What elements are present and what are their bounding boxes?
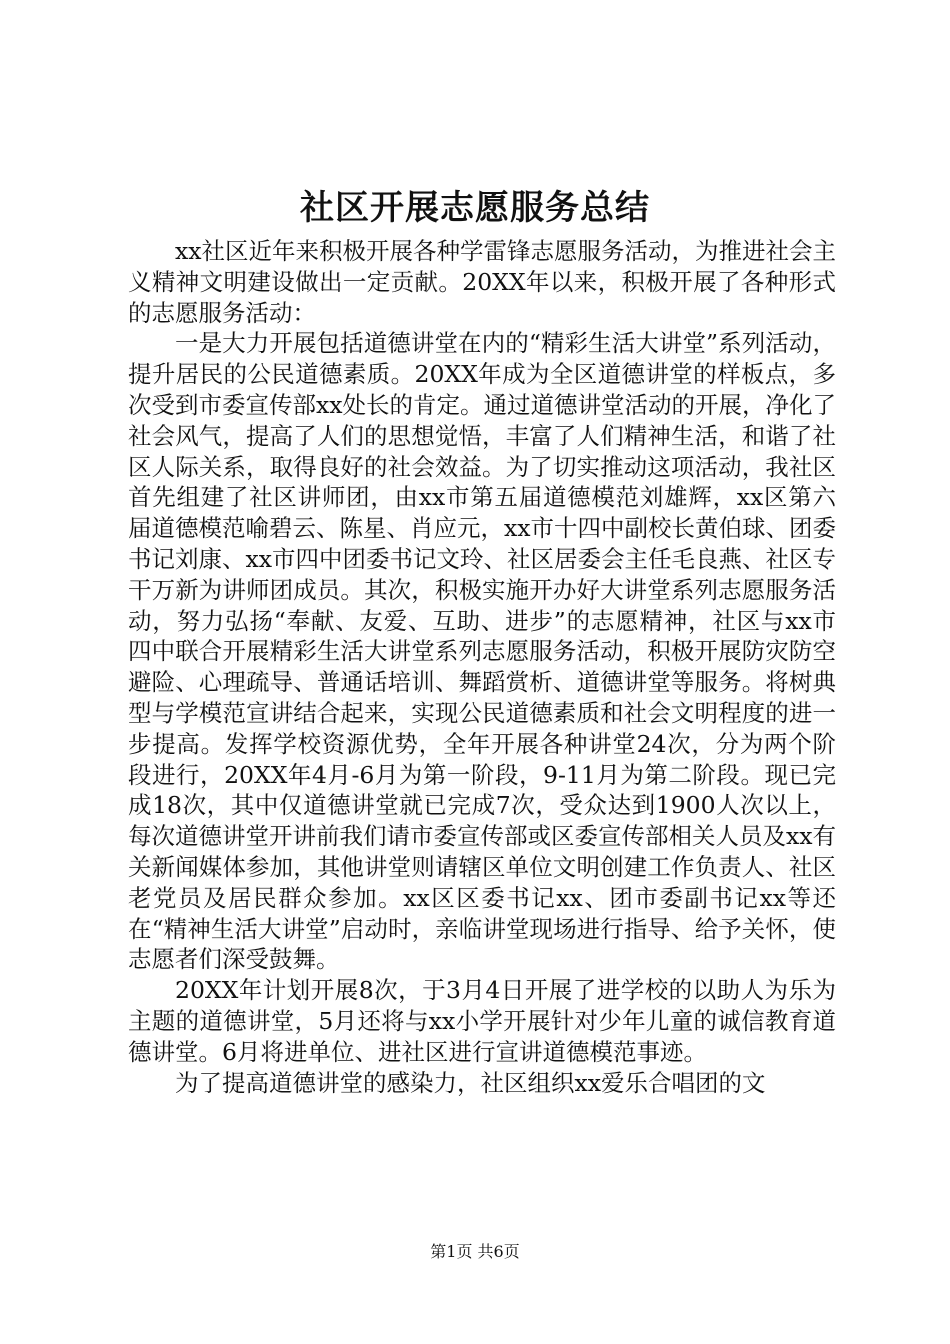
document-body bbox=[128, 236, 836, 1098]
page-number: 第1页 共6页 bbox=[430, 1242, 520, 1261]
document-title: 社区开展志愿服务总结 bbox=[300, 188, 650, 228]
paragraph-intro: xx社区近年来积极开展各种学雷锋志愿服务活动，为推进社会主义精神文明建设做出一定贡献。20XX年以来，积极开展了各种形式的志愿服务活动： bbox=[128, 237, 837, 327]
paragraph-lecture-hall: 一是大力开展包括道德讲堂在内的“精彩生活大讲堂”系列活动，提升居民的公民道德素质。20XX年成为全区道德讲堂的样板点，多次受到市委宣传部xx处长的肯定。通过道德讲堂活动的开展，净化了社会风气，提高了人们的思想觉悟，丰富了人们精神生活，和谐了社区人际关系，取得良好的社会效益。为了切实推动这项活动，我社区首先组建了社区讲师团，由xx市第五届道德模范刘雄辉，xx区第六届道德模范喻碧云、陈星、肖应元，xx市十四中副校长黄伯球、团委书记刘康、xx市四中团委书记文玲、社区居委会主任毛良燕、社区专干万新为讲师团成员。其次，积极实施开办好大讲堂系列志愿服务活动，努力弘扬“奉献、友爱、互助、进步”的志愿精神，社区与xx市四中联合开展精彩生活大讲堂系列志愿服务活动，积极开展防灾防空避险、心理疏导、普通话培训、舞蹈赏析、道德讲堂等服务。将树典型与学模范宣讲结合起来，实现公民道德素质和社会文明程度的进一步提高。发挥学校资源优势，全年开展各种讲堂24次，分为两个阶段进行，20XX年4月-6月为第一阶段，9-11月为第二阶段。现已完成18次，其中仅道德讲堂就已完成7次，受众达到1900人次以上，每次道德讲堂开讲前我们请市委宣传部或区委宣传部相关人员及xx有关新闻媒体参加，其他讲堂则请辖区单位文明创建工作负责人、社区老党员及居民群众参加。xx区区委书记xx、团市委副书记xx等还在“精神生活大讲堂”启动时，亲临讲堂现场进行指导、给予关怀，使志愿者们深受鼓舞。 bbox=[128, 329, 837, 974]
paragraph-choir: 为了提高道德讲堂的感染力，社区组织xx爱乐合唱团的文 bbox=[175, 1068, 766, 1097]
paragraph-plan: 20XX年计划开展8次，于3月4日开展了进学校的以助人为乐为主题的道德讲堂，5月还将与xx小学开展针对少年儿童的诚信教育道德讲堂。6月将进单位、进社区进行宣讲道德模范事迹。 bbox=[128, 976, 836, 1066]
